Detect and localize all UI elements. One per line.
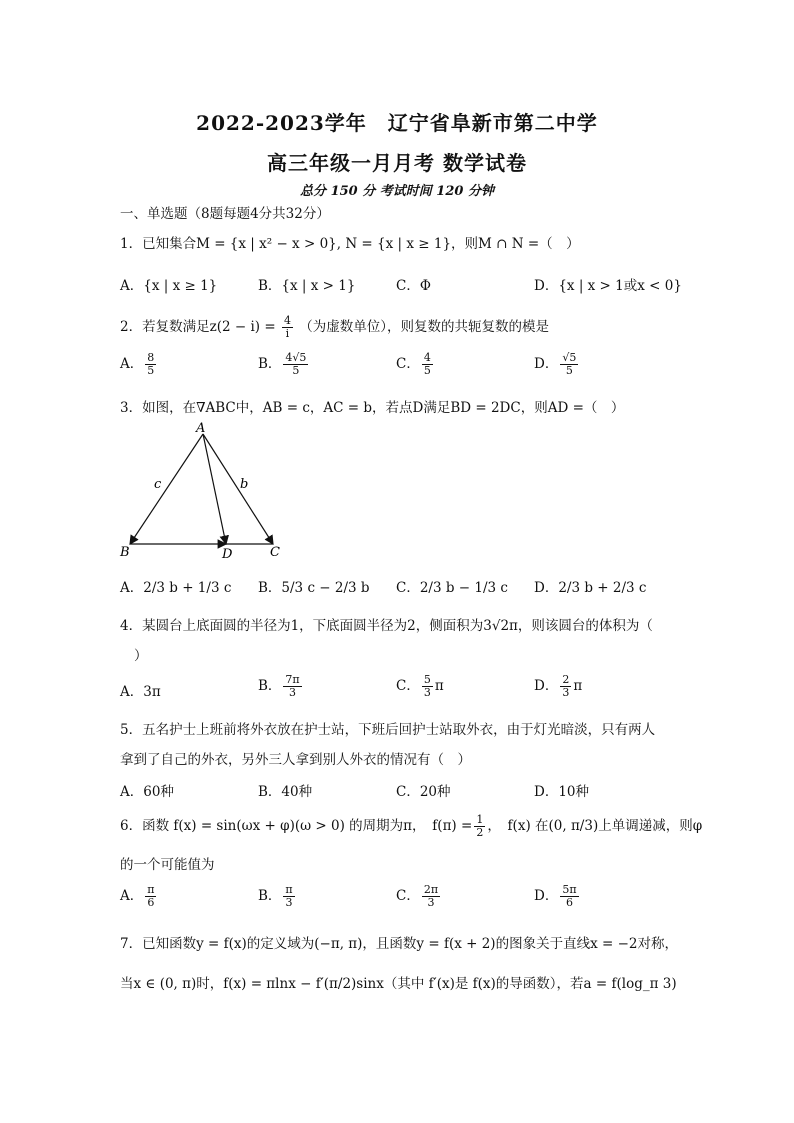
fraction-den: 3 xyxy=(427,896,435,909)
question-2-option-a xyxy=(120,352,158,377)
question-5-option-c: C．20种 xyxy=(396,784,451,800)
question-4-option-b xyxy=(258,674,304,699)
question-6-option-d xyxy=(534,884,581,909)
fraction-num: 4 xyxy=(423,351,431,364)
question-6-stem-mid: ， f(x) 在 xyxy=(487,818,549,834)
question-3-option-a: A．2/3 b + 1/3 c xyxy=(120,580,232,596)
option-label: A． xyxy=(120,888,144,904)
question-5-option-d: D．10种 xyxy=(534,784,590,800)
exam-title: 高三年级一月月考 数学试卷 xyxy=(267,151,527,175)
question-1-stem: 1．已知集合M = {x | x² − x > 0}, N = {x | x ≥ 1}，则M ∩ N =（ ） xyxy=(120,236,580,252)
fraction-num: 1 xyxy=(476,813,484,826)
option-label: C． xyxy=(396,678,420,694)
option-label: B． xyxy=(258,678,282,694)
vector-b-label: b xyxy=(240,477,249,492)
fraction-den: 2 xyxy=(476,826,484,839)
vector-c-label: c xyxy=(154,477,162,492)
option-fraction xyxy=(422,674,433,699)
point-a-label: A xyxy=(196,421,206,436)
section-heading: 一、单选题（8题每题4分共32分） xyxy=(120,206,330,222)
question-3-option-d: D．2/3 b + 2/3 c xyxy=(534,580,647,596)
question-4-option-c xyxy=(396,674,444,699)
question-5-stem-line2: 拿到了自己的外衣，另外三人拿到别人外衣的情况有（ ） xyxy=(120,752,471,768)
question-4-stem-line1: 4．某圆台上底面圆的半径为1，下底面圆半径为2，侧面积为3√2π，则该圆台的体积为（ xyxy=(120,618,653,634)
fraction-den: 5 xyxy=(147,364,155,377)
question-2-stem-end: （为虚数单位），则复数的共轭复数的模是 xyxy=(299,319,549,335)
option-label: D． xyxy=(534,888,559,904)
option-fraction xyxy=(283,884,294,909)
question-7-stem-line2: 当x ∈ (0, π)时，f(x) = πlnx − f′(π/2)sinx（其中 f′(x)是 f(x)的导函数），若a = f(log_π 3) xyxy=(120,976,677,992)
question-6-half-fraction xyxy=(474,814,485,839)
fraction-den: 3 xyxy=(289,686,297,699)
vector-ad-arrow xyxy=(203,434,226,544)
question-6-stem-line1 xyxy=(120,814,702,839)
fraction-num: √5 xyxy=(562,351,577,364)
question-3-option-c: C．2/3 b − 1/3 c xyxy=(396,580,508,596)
fraction-den: 6 xyxy=(147,896,155,909)
question-2-option-b xyxy=(258,352,310,377)
fraction-den: 3 xyxy=(562,686,570,699)
option-label: B． xyxy=(258,888,282,904)
fraction-den: 3 xyxy=(285,896,293,909)
question-6-option-a xyxy=(120,884,158,909)
question-2-option-c xyxy=(396,352,435,377)
question-7-stem-line1: 7．已知函数y = f(x)的定义域为(−π, π)，且函数y = f(x + 2)的图象关于直线x = −2对称， xyxy=(120,936,678,952)
vector-ab-arrow xyxy=(130,434,203,544)
option-fraction xyxy=(422,884,440,909)
question-6-option-b xyxy=(258,884,297,909)
option-fraction xyxy=(145,352,156,377)
question-5-option-b: B．40种 xyxy=(258,784,313,800)
question-1-option-c: C．Φ xyxy=(396,278,431,294)
option-label: C． xyxy=(396,888,420,904)
fraction-num: π xyxy=(285,883,293,896)
option-fraction xyxy=(560,884,578,909)
fraction-num: π xyxy=(147,883,155,896)
question-6-stem-line2: 的一个可能值为 xyxy=(120,857,215,873)
point-c-label: C xyxy=(270,545,280,560)
question-1-option-d: D．{x | x > 1或x < 0} xyxy=(534,278,682,294)
option-label: C． xyxy=(396,356,420,372)
fraction-num: 5π xyxy=(562,883,577,896)
question-6-interval: (0, π/3) xyxy=(548,818,599,834)
option-fraction xyxy=(283,352,308,377)
fraction-den: 3 xyxy=(423,686,431,699)
question-2-fraction xyxy=(282,315,293,340)
fraction-num: 5 xyxy=(423,673,431,686)
question-5-stem-line1: 5．五名护士上班前将外衣放在护士站，下班后回护士站取外衣，由于灯光暗淡，只有两人 xyxy=(120,722,656,738)
option-label: D． xyxy=(534,678,559,694)
question-5-option-a: A．60种 xyxy=(120,784,174,800)
option-fraction xyxy=(283,674,301,699)
option-label: D． xyxy=(534,356,559,372)
question-6-option-c xyxy=(396,884,442,909)
exam-school-title: 2022-2023学年 辽宁省阜新市第二中学 xyxy=(196,111,598,135)
question-2-stem-start: 2．若复数满足z(2 − i) = xyxy=(120,319,276,335)
fraction-den: 6 xyxy=(565,896,573,909)
fraction-num: 2 xyxy=(562,673,570,686)
option-fraction xyxy=(560,352,578,377)
triangle-figure xyxy=(118,420,298,560)
question-2-fraction-den: i xyxy=(285,327,290,340)
question-6-stem-end: 上单调递减，则φ xyxy=(598,818,703,834)
option-suffix: π xyxy=(573,678,583,694)
option-fraction xyxy=(145,884,156,909)
option-fraction xyxy=(422,352,433,377)
question-4-option-d xyxy=(534,674,582,699)
option-label: B． xyxy=(258,356,282,372)
fraction-num: 2π xyxy=(423,883,439,896)
question-4-option-a: A．3π xyxy=(120,684,161,700)
question-4-stem-line2: ） xyxy=(134,648,148,664)
option-label: A． xyxy=(120,356,144,372)
fraction-num: 7π xyxy=(285,673,300,686)
fraction-den: 5 xyxy=(292,364,300,377)
point-d-label: D xyxy=(222,547,233,560)
fraction-den: 5 xyxy=(423,364,431,377)
question-2-stem xyxy=(120,315,549,340)
question-6-stem-start: 6．函数 f(x) = sin(ωx + φ)(ω > 0) 的周期为π， f(π) = xyxy=(120,818,473,834)
option-suffix: π xyxy=(434,678,444,694)
question-2-fraction-num: 4 xyxy=(283,314,291,327)
vector-ac-arrow xyxy=(203,434,273,544)
question-1-option-a: A．{x | x ≥ 1} xyxy=(120,278,218,294)
fraction-num: 8 xyxy=(147,351,155,364)
question-1-option-b: B．{x | x > 1} xyxy=(258,278,356,294)
option-fraction xyxy=(560,674,571,699)
question-3-stem: 3．如图，在∇ABC中，AB = c，AC = b，若点D满足BD = 2DC，则AD =（ ） xyxy=(120,400,625,416)
fraction-den: 5 xyxy=(565,364,573,377)
question-3-option-b: B．5/3 c − 2/3 b xyxy=(258,580,370,596)
fraction-num: 4√5 xyxy=(285,351,307,364)
question-2-option-d xyxy=(534,352,580,377)
point-b-label: B xyxy=(120,545,130,560)
exam-info: 总分 150 分 考试时间 120 分钟 xyxy=(300,184,494,199)
